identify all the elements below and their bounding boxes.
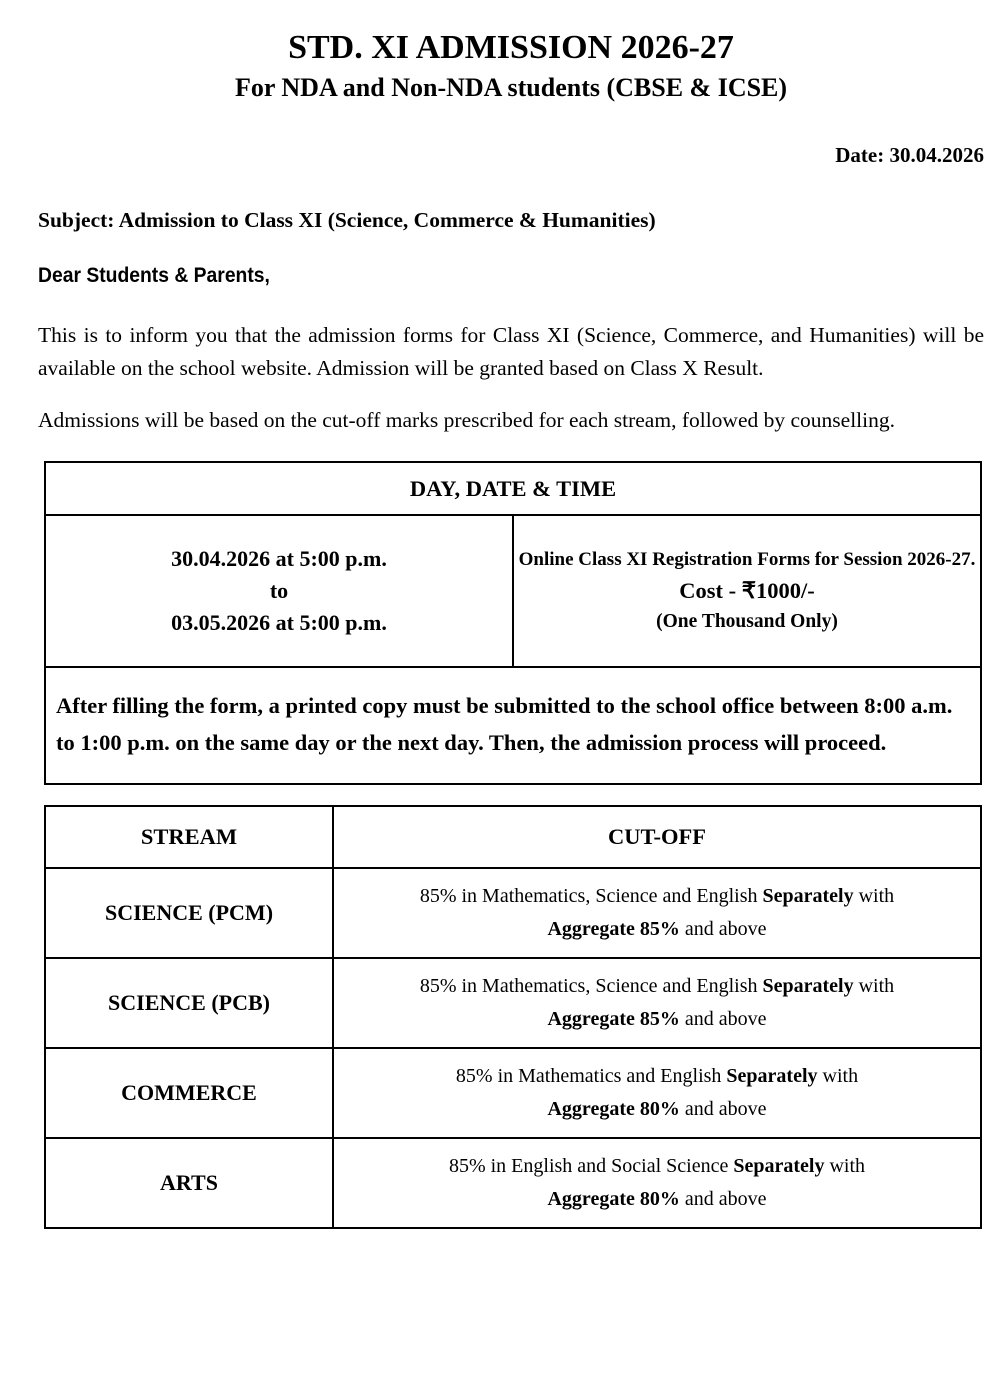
cutoff-line-2	[348, 1003, 966, 1036]
schedule-date-to: to	[269, 578, 289, 603]
stream-cell: ARTS	[45, 1138, 333, 1228]
cutoff-bold-text: Separately	[726, 1065, 818, 1087]
schedule-header-row	[45, 462, 981, 515]
schedule-date-start: 30.04.2026 at 5:00 p.m.	[171, 546, 387, 571]
registration-cost-words: (One Thousand Only)	[656, 611, 838, 632]
cutoff-line-1	[348, 1150, 966, 1183]
schedule-note-cell: After filling the form, a printed copy must be submitted to the school office between 8:00 a.m. to 1:00 p.m. on the same day or the next day. Then, the admission process will proceed.	[45, 667, 981, 784]
salutation-text: Dear Students & Parents,	[38, 264, 270, 287]
schedule-table	[44, 461, 982, 785]
cutoff-line-2	[348, 1093, 966, 1126]
table-row	[45, 868, 981, 958]
cutoff-column-header: CUT-OFF	[333, 806, 981, 868]
cutoff-text: 85% in Mathematics and English	[455, 1065, 722, 1087]
salutation	[38, 264, 984, 288]
cutoff-text: 85% in Mathematics, Science and English	[419, 975, 758, 997]
stream-cell: COMMERCE	[45, 1048, 333, 1138]
cutoff-text: with	[858, 975, 895, 997]
stream-column-header: STREAM	[45, 806, 333, 868]
cutoff-text: with	[829, 1155, 866, 1177]
schedule-info-cell	[513, 515, 981, 667]
cutoff-line-1	[348, 970, 966, 1003]
cutoff-cell	[333, 1048, 981, 1138]
stream-cell: SCIENCE (PCM)	[45, 868, 333, 958]
schedule-note-row	[45, 667, 981, 784]
schedule-date-end: 03.05.2026 at 5:00 p.m.	[171, 610, 387, 635]
page-title: STD. XI ADMISSION 2026-27	[288, 29, 734, 66]
cutoff-text: and above	[684, 1188, 767, 1210]
intro-paragraph: This is to inform you that the admission forms for Class XI (Science, Commerce, and Humanities) will be available on the school website. Admission will be granted based on Class X Result.	[38, 323, 984, 380]
cutoff-text: 85% in Mathematics, Science and English	[419, 885, 758, 907]
cutoff-cell	[333, 958, 981, 1048]
schedule-date-cell	[45, 515, 513, 667]
cutoff-intro-paragraph: Admissions will be based on the cut-off marks prescribed for each stream, followed by counselling.	[38, 408, 895, 432]
cutoff-cell	[333, 868, 981, 958]
cutoff-line-2	[348, 913, 966, 946]
date-line: Date: 30.04.2026	[835, 143, 984, 167]
cutoff-bold-text: Separately	[762, 885, 854, 907]
cutoff-line-2	[348, 1183, 966, 1216]
cutoff-bold-text: Aggregate 80%	[547, 1188, 680, 1210]
cutoff-header-row	[45, 806, 981, 868]
cutoff-text: and above	[684, 918, 767, 940]
cutoff-cell	[333, 1138, 981, 1228]
cutoff-text: with	[822, 1065, 859, 1087]
cutoff-bold-text: Aggregate 85%	[547, 918, 680, 940]
subject-line: Subject: Admission to Class XI (Science, Commerce & Humanities)	[38, 208, 656, 232]
cutoff-text: and above	[684, 1098, 767, 1120]
cutoff-line-1	[348, 880, 966, 913]
table-row	[45, 958, 981, 1048]
cutoff-line-1	[348, 1060, 966, 1093]
schedule-detail-row	[45, 515, 981, 667]
table-row	[45, 1138, 981, 1228]
cutoff-bold-text: Aggregate 80%	[547, 1098, 680, 1120]
page-subtitle: For NDA and Non-NDA students (CBSE & ICSE)	[234, 73, 788, 103]
schedule-table-title: DAY, DATE & TIME	[45, 462, 981, 515]
cutoff-bold-text: Aggregate 85%	[547, 1008, 680, 1030]
cutoff-text: and above	[684, 1008, 767, 1030]
cutoff-bold-text: Separately	[762, 975, 854, 997]
stream-cell: SCIENCE (PCB)	[45, 958, 333, 1048]
cutoff-bold-text: Separately	[733, 1155, 825, 1177]
cutoff-text: with	[858, 885, 895, 907]
registration-info: Online Class XI Registration Forms for Session 2026-27.	[518, 549, 976, 570]
table-row	[45, 1048, 981, 1138]
registration-cost: Cost - ₹1000/-	[679, 578, 815, 603]
cutoff-text: 85% in English and Social Science	[448, 1155, 729, 1177]
cutoff-table	[44, 805, 982, 1229]
